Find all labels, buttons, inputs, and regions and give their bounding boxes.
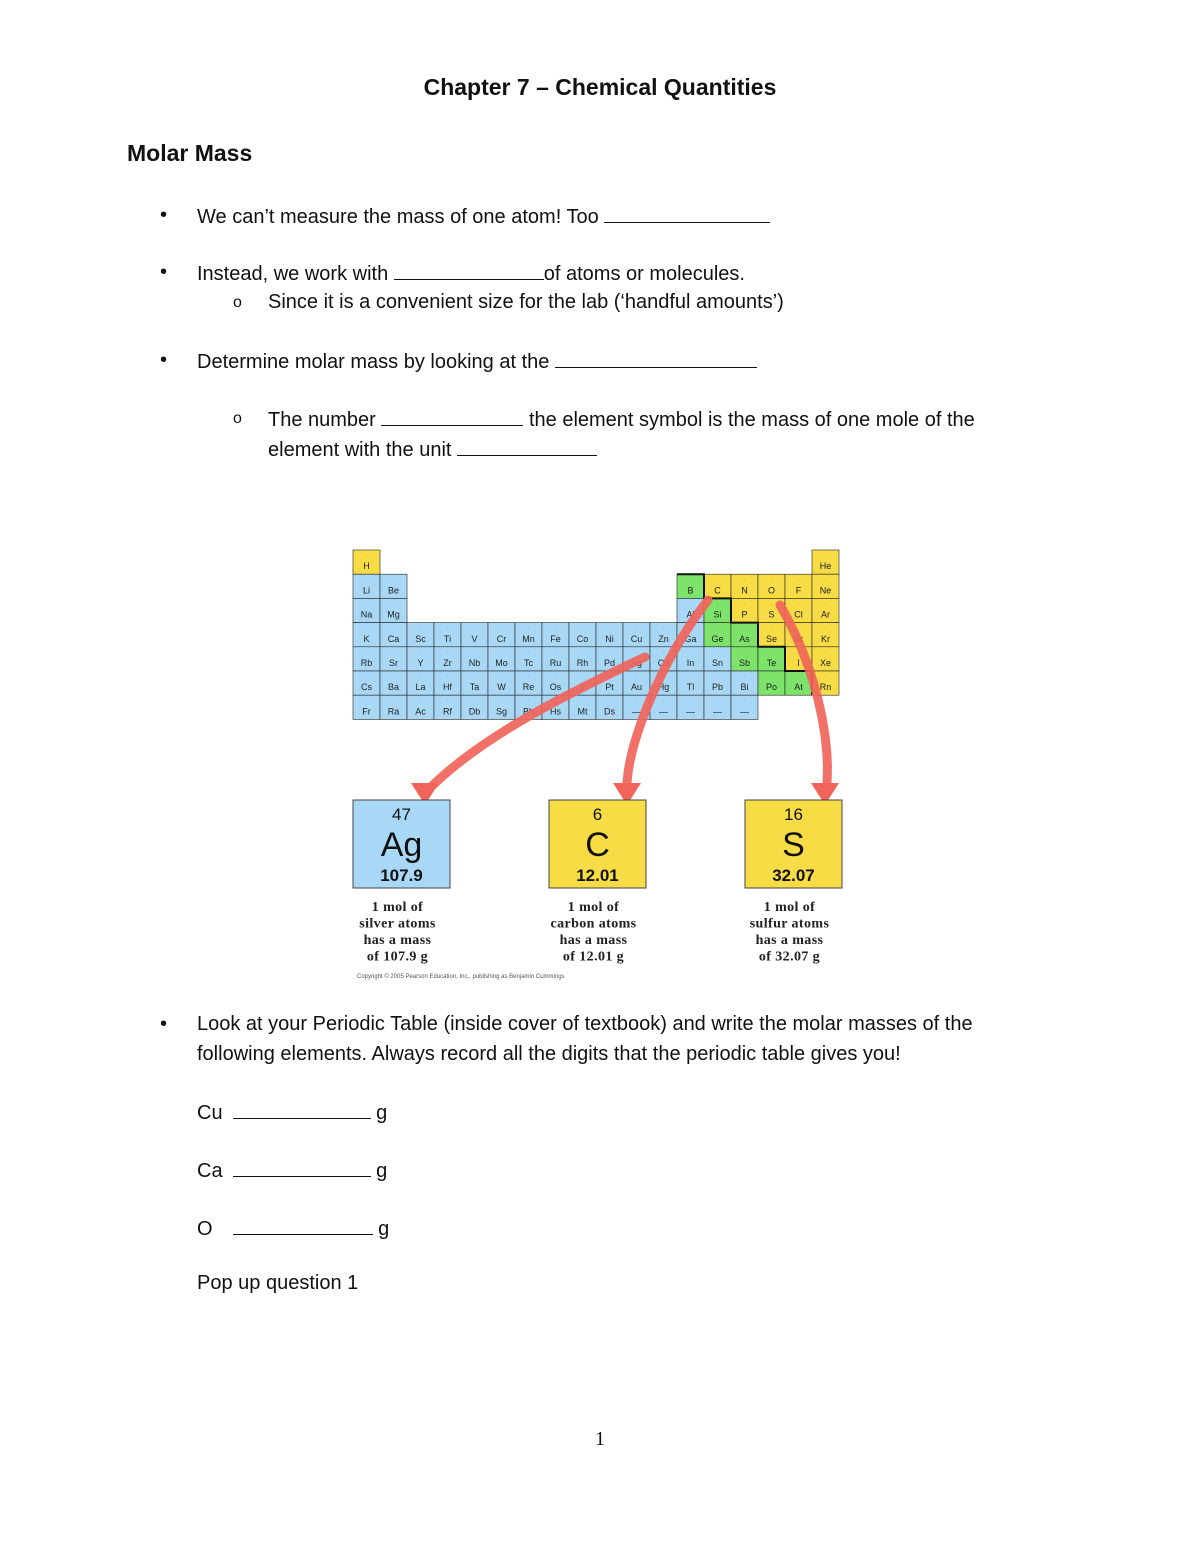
element-tile-s <box>745 800 842 965</box>
periodic-symbol: Zr <box>443 658 452 668</box>
periodic-number: · <box>581 674 584 679</box>
periodic-number: · <box>743 601 746 607</box>
unit-label: g <box>378 1218 390 1240</box>
periodic-symbol: Sb <box>738 658 751 668</box>
periodic-symbol: Mt <box>577 706 588 717</box>
element-mass: 32.07 <box>772 866 815 885</box>
periodic-number: · <box>608 674 611 679</box>
periodic-number: · <box>392 601 395 607</box>
bullet-4-line1: Look at your Periodic Table (inside cover of textbook) and write the molar masses of the <box>197 1013 973 1035</box>
periodic-symbol: Nb <box>468 658 481 668</box>
periodic-number: · <box>770 649 773 655</box>
bullet-3-sub-line2: element with the unit <box>268 439 452 461</box>
periodic-symbol: Ru <box>549 658 562 668</box>
element-symbol: S <box>782 826 805 864</box>
periodic-symbol: F <box>795 585 802 596</box>
periodic-number: · <box>527 674 530 679</box>
periodic-number: · <box>473 674 476 679</box>
periodic-symbol: Cr <box>496 633 507 644</box>
element-tiles <box>353 800 842 965</box>
periodic-number: · <box>581 698 584 704</box>
periodic-number: · <box>554 649 557 655</box>
periodic-symbol: Be <box>387 585 400 596</box>
periodic-number: · <box>770 625 773 631</box>
periodic-symbol: Rn <box>819 682 832 693</box>
periodic-number: · <box>689 649 692 655</box>
periodic-number: · <box>446 674 449 679</box>
periodic-symbol: Ca <box>387 633 400 644</box>
element-mass: 12.01 <box>576 866 619 885</box>
periodic-symbol: P <box>741 609 748 620</box>
periodic-symbol: As <box>739 633 750 644</box>
periodic-symbol: Ds <box>604 706 615 717</box>
periodic-number: · <box>446 649 449 655</box>
periodic-symbol: Cu <box>630 633 643 644</box>
periodic-symbol: Al <box>686 609 695 620</box>
periodic-number: · <box>635 698 638 704</box>
periodic-number: · <box>716 698 719 704</box>
periodic-number: · <box>824 601 827 607</box>
periodic-number: · <box>365 601 368 607</box>
periodic-symbol: Ga <box>684 633 697 644</box>
periodic-symbol: Sg <box>495 706 508 717</box>
periodic-symbol: — <box>632 706 641 717</box>
periodic-number: · <box>716 601 719 607</box>
periodic-symbol: — <box>740 706 749 717</box>
periodic-symbol: Ne <box>819 585 832 596</box>
periodic-number: · <box>500 649 503 655</box>
element-caption-line: of 107.9 g <box>366 949 429 965</box>
periodic-number: · <box>392 649 395 655</box>
periodic-number: · <box>527 649 530 655</box>
periodic-symbol: Re <box>522 682 535 693</box>
periodic-number: · <box>689 625 692 631</box>
periodic-symbol: Ba <box>387 682 400 693</box>
periodic-symbol: He <box>819 561 832 572</box>
element-symbol: Ag <box>380 826 423 864</box>
element-caption-line: silver atoms <box>359 916 436 932</box>
periodic-symbol: Ir <box>579 682 586 693</box>
periodic-number: · <box>770 577 773 583</box>
element-symbol: O <box>197 1218 213 1240</box>
periodic-number: · <box>743 625 746 631</box>
periodic-number: · <box>662 649 665 655</box>
periodic-number: · <box>365 674 368 679</box>
periodic-symbol: — <box>713 706 722 717</box>
periodic-symbol: Pb <box>711 682 724 693</box>
element-symbol: Ca <box>197 1160 223 1182</box>
periodic-symbol: Br <box>794 633 803 644</box>
periodic-symbol: Ac <box>415 706 426 717</box>
periodic-number: · <box>419 698 422 704</box>
periodic-number: · <box>662 625 665 631</box>
answer-blank[interactable] <box>233 1212 373 1235</box>
bullet-2-text-end: of atoms or molecules. <box>543 263 745 285</box>
exercise-cu <box>197 1096 387 1128</box>
element-caption-line: has a mass <box>559 933 628 948</box>
periodic-number: · <box>716 577 719 583</box>
periodic-number: · <box>554 698 557 704</box>
periodic-symbol: Hf <box>443 682 452 693</box>
periodic-symbol: At <box>794 682 803 693</box>
element-caption-line: 1 mol of <box>371 900 424 915</box>
bullet-1-text: We can’t measure the mass of one atom! Too <box>197 206 599 228</box>
periodic-symbol: Mn <box>522 633 535 644</box>
periodic-number: · <box>797 649 800 655</box>
periodic-number: · <box>824 649 827 655</box>
unit-label: g <box>376 1160 388 1182</box>
periodic-number: · <box>743 674 746 679</box>
element-caption-line: sulfur atoms <box>749 916 830 932</box>
periodic-number: · <box>365 698 368 704</box>
periodic-symbol: B <box>687 585 694 596</box>
periodic-number: · <box>689 698 692 704</box>
periodic-symbol: Li <box>362 585 371 596</box>
periodic-number: · <box>554 625 557 631</box>
periodic-number: · <box>446 698 449 704</box>
periodic-number: · <box>797 577 800 583</box>
periodic-number: · <box>824 625 827 631</box>
periodic-number: · <box>392 577 395 583</box>
periodic-number: · <box>473 625 476 631</box>
periodic-symbol: Cs <box>361 682 372 693</box>
periodic-number: · <box>500 674 503 679</box>
element-number: 47 <box>392 805 411 824</box>
periodic-symbol: Ta <box>469 682 480 693</box>
element-symbol: Cu <box>197 1102 223 1124</box>
bullet-marker: • <box>160 204 168 226</box>
periodic-number: · <box>365 553 368 558</box>
periodic-number: · <box>770 601 773 607</box>
periodic-number: · <box>608 698 611 704</box>
periodic-number: · <box>581 649 584 655</box>
periodic-number: · <box>689 601 692 607</box>
periodic-symbol: In <box>686 658 695 668</box>
periodic-number: · <box>527 698 530 704</box>
answer-blank[interactable] <box>233 1096 371 1119</box>
periodic-symbol: C <box>714 585 721 596</box>
periodic-number: · <box>797 625 800 631</box>
periodic-number: · <box>716 625 719 631</box>
periodic-number: · <box>392 625 395 631</box>
periodic-symbol: Sr <box>389 658 398 668</box>
periodic-number: · <box>824 577 827 583</box>
unit-label: g <box>376 1102 388 1124</box>
periodic-symbol: Te <box>766 658 777 668</box>
periodic-symbol: Y <box>417 658 424 668</box>
sub-bullet-marker: o <box>233 410 242 427</box>
periodic-symbol: — <box>659 706 668 717</box>
periodic-number: · <box>608 625 611 631</box>
periodic-symbol: Ti <box>443 633 452 644</box>
periodic-symbol: V <box>471 633 478 644</box>
periodic-symbol: Co <box>576 633 589 644</box>
periodic-symbol: Tc <box>524 658 533 668</box>
periodic-symbol: Xe <box>819 658 832 668</box>
periodic-symbol: H <box>363 561 370 572</box>
element-tile-c <box>549 800 646 965</box>
periodic-symbol: Tl <box>686 682 695 693</box>
bullet-text-2 <box>197 257 745 289</box>
periodic-number: · <box>554 674 557 679</box>
periodic-number: · <box>581 625 584 631</box>
molar-mass-figure <box>345 545 855 985</box>
periodic-number: · <box>716 649 719 655</box>
periodic-number: · <box>797 674 800 679</box>
periodic-number: · <box>662 674 665 679</box>
bullet-marker: • <box>160 261 168 283</box>
bullet-3-subtext-line2 <box>268 433 597 465</box>
periodic-symbol: Pt <box>605 682 614 693</box>
periodic-symbol: I <box>797 658 800 668</box>
periodic-number: · <box>500 625 503 631</box>
bullet-text-1 <box>197 200 770 232</box>
bullet-3-sub-start: The number <box>268 409 376 431</box>
bullet-3-text: Determine molar mass by looking at the <box>197 351 550 373</box>
element-caption-line: 1 mol of <box>567 900 620 915</box>
periodic-symbol: La <box>415 682 426 693</box>
section-heading: Molar Mass <box>127 140 253 166</box>
periodic-symbol: Rh <box>576 658 589 668</box>
periodic-symbol: Mg <box>387 609 400 620</box>
periodic-symbol: Rb <box>360 658 373 668</box>
periodic-symbol: Hg <box>657 682 670 693</box>
periodic-symbol: Ni <box>605 633 614 644</box>
periodic-symbol: O <box>767 585 776 596</box>
periodic-symbol: Bh <box>522 706 535 717</box>
periodic-number: · <box>743 577 746 583</box>
periodic-number: · <box>365 649 368 655</box>
periodic-symbol: S <box>768 609 775 620</box>
periodic-symbol: Pd <box>603 658 616 668</box>
answer-blank <box>457 433 597 456</box>
bullet-2-subtext: Since it is a convenient size for the lab (‘handful amounts’) <box>268 291 784 313</box>
periodic-number: · <box>689 674 692 679</box>
periodic-symbol: Cl <box>794 609 803 620</box>
periodic-symbol: Sc <box>415 633 426 644</box>
periodic-number: · <box>365 577 368 583</box>
bullet-marker: • <box>160 349 168 371</box>
periodic-number: · <box>689 577 692 583</box>
periodic-symbol: Au <box>630 682 643 693</box>
element-number: 16 <box>784 805 803 824</box>
answer-blank <box>604 200 770 223</box>
periodic-number: · <box>770 674 773 679</box>
periodic-symbol: Os <box>549 682 562 693</box>
bullet-marker: • <box>160 1013 168 1035</box>
periodic-symbol: Na <box>360 609 373 620</box>
periodic-symbol: Po <box>765 682 778 693</box>
element-caption-line: has a mass <box>363 933 432 948</box>
element-caption-line: of 12.01 g <box>562 949 625 965</box>
periodic-symbol: Db <box>468 706 481 717</box>
periodic-table <box>353 550 839 719</box>
periodic-symbol: Mo <box>495 658 508 668</box>
answer-blank <box>381 403 523 426</box>
periodic-symbol: Ag <box>630 658 643 668</box>
periodic-symbol: K <box>363 633 370 644</box>
periodic-number: · <box>743 698 746 704</box>
periodic-symbol: Fr <box>362 706 371 717</box>
periodic-symbol: W <box>497 682 506 693</box>
periodic-number: · <box>527 625 530 631</box>
periodic-number: · <box>500 698 503 704</box>
answer-blank <box>555 345 757 368</box>
element-number: 6 <box>592 805 603 824</box>
periodic-number: · <box>635 674 638 679</box>
element-caption-line: of 32.07 g <box>758 949 821 965</box>
bullet-2-text-start: Instead, we work with <box>197 263 389 285</box>
periodic-number: · <box>392 674 395 679</box>
periodic-symbol: Ra <box>387 706 400 717</box>
element-caption-line: has a mass <box>755 933 824 948</box>
bullet-3-sub-end: the element symbol is the mass of one mole of the <box>528 409 975 431</box>
periodic-symbol: Sn <box>711 658 724 668</box>
element-caption-line: 1 mol of <box>763 900 816 915</box>
periodic-number: · <box>446 625 449 631</box>
answer-blank[interactable] <box>233 1154 371 1177</box>
periodic-number: · <box>419 674 422 679</box>
element-caption-line: carbon atoms <box>550 916 637 932</box>
periodic-symbol: Fe <box>550 633 561 644</box>
bullet-text-3 <box>197 345 757 377</box>
periodic-number: · <box>662 698 665 704</box>
periodic-symbol: Zn <box>658 633 669 644</box>
periodic-symbol: Kr <box>821 633 830 644</box>
periodic-symbol: Ar <box>821 609 830 620</box>
periodic-number: · <box>365 625 368 631</box>
page-number: 1 <box>595 1428 605 1450</box>
exercise-ca <box>197 1154 387 1186</box>
element-symbol: C <box>585 826 610 864</box>
periodic-symbol: — <box>686 706 695 717</box>
periodic-number: · <box>797 601 800 607</box>
bullet-3-subtext-line1 <box>268 403 975 435</box>
sub-bullet-marker: o <box>233 294 242 311</box>
periodic-symbol: N <box>741 585 748 596</box>
figure-copyright: Copyright © 2005 Pearson Education, Inc., publishing as Benjamin Cummings <box>357 974 565 980</box>
periodic-number: · <box>635 625 638 631</box>
periodic-number: · <box>419 625 422 631</box>
element-mass: 107.9 <box>380 866 423 885</box>
periodic-number: · <box>743 649 746 655</box>
periodic-symbol: Se <box>765 633 778 644</box>
bullet-4-line2: following elements. Always record all the digits that the periodic table gives you! <box>197 1043 901 1065</box>
periodic-number: · <box>716 674 719 679</box>
periodic-symbol: Si <box>713 609 722 620</box>
periodic-number: · <box>824 674 827 679</box>
periodic-number: · <box>608 649 611 655</box>
periodic-symbol: Hs <box>550 706 561 717</box>
exercise-o <box>197 1212 389 1244</box>
periodic-number: · <box>635 649 638 655</box>
periodic-symbol: Rf <box>443 706 452 717</box>
periodic-symbol: Ge <box>711 633 724 644</box>
page-title: Chapter 7 – Chemical Quantities <box>423 74 777 100</box>
answer-blank <box>394 257 544 280</box>
periodic-number: · <box>392 698 395 704</box>
periodic-symbol: Cd <box>657 658 670 668</box>
popup-question[interactable]: Pop up question 1 <box>197 1272 359 1294</box>
periodic-symbol: Bi <box>740 682 749 693</box>
periodic-number: · <box>473 698 476 704</box>
periodic-number: · <box>473 649 476 655</box>
element-tile-ag <box>353 800 450 965</box>
periodic-number: · <box>419 649 422 655</box>
